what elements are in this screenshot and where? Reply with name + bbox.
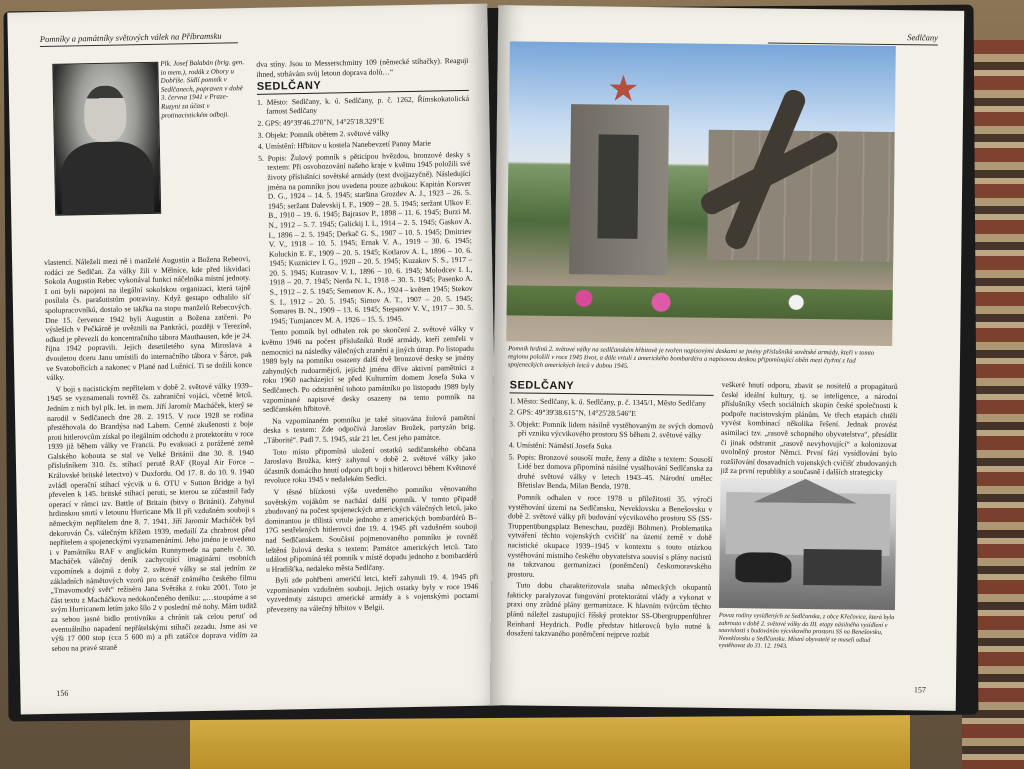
fact-list [257,94,473,327]
paragraph: Na vzpomínaném pomníku je také situována žulová pamětní deska s textem: Zde odpočívá Jaroslav Brožek, partyzán brig. „Táborité“. Padl 7. 5. 1945, stár 21 let. Čest jeho památce. [263,412,476,445]
page-number-right: 157 [913,685,927,695]
page-number-left: 156 [56,688,69,698]
running-head-right: Sedlčany [768,30,938,45]
paragraph: Byli zde pohřbeni američtí letci, kteří zahynuli 19. 4. 1945 při vzpomínaném vzdušném souboji. Jejich ostatky byly v roce 1946 vyzvednuty zástupci americké armády a s vojenskými poctami převezeny na válečný hřbitov v Belgii. [266,572,479,614]
list-item: 5. Popis: Bronzové sousoší muže, ženy a dítěte s textem: Sousoší Lidé bez domova připomíná násilné vystěhování Sedlčanska za druhé světové války v letech 1943–45. Národní umělec Břetislav Benda, Milan Benda, 1978. [508,451,713,492]
list-item: 2. GPS: 49°39'38.615"N, 14°25'28.546"E [509,407,636,419]
list-item: 2. GPS: 49°39'46.270"N, 14°25'18.329"E [257,116,385,128]
right-column-text [256,56,479,617]
running-head-left: Pomníky a památníky světových válek na Příbramsku [40,30,238,47]
list-item: 3. Objekt: Pomník obětem 2. světové války [257,127,390,140]
paragraph: Tento pomník byl odhalen rok po skončení 2. světové války v květnu 1946 na počest příslušníků Rudé armády, kteří zemřeli v nemocnici na následky válečných zranění a jiných útrap. Po listopadu 1989 byly na pomníku osazeny další dvě bronzové desky se jmény zahynulých rudoarmějců, jejichž jména dříve aktivní pamětníci z roku 1960 nacházející se před Kulturním domem Josefa Suka v Sedlčanech. Po odstranění tohoto památníku po listopadu 1989 byly vzpomínané napisové desky osazeny na tento pomník na sedlčanském hřbitově. [261,324,475,415]
cart-figure [803,549,881,586]
list-item: 5. Popis: Žulový pomník s pěticípou hvězdou, bronzové desky s textem: Při osvobozování našeho kraje v květnu 1945 položili své životy příslušníci sovětské armády (text dvojjazyčně). Následující jména na pomníku jsou uvedena pouze azbukou: Kapitán Korsver D. G., 1924 – 14. 5. 1945; staršina Grozdev A. J., 1923 – 26. 5. 1945; seržant Dalevskij I. F., 1909 – 28. 5. 1945; seržant Ulkov F. B., 1910 – 19. 6. 1945; Bajrasov P., 1898 – 11. 6. 1945; Burzi M. N., 1912 – 5. 7. 1945; Galickij I. I., 1914 – 2. 5. 1945; Gaskov A. I., 1896 – 2. 5. 1945; Derkač G. S., 1907 – 10. 5. 1945; Dmitriev V. V., 1918 – 10. 5. 1945; Ernak V. A., 1919 – 30. 6. 1945; Koluckin E. F., 1909 – 20. 5. 1945; Kotlarov A. I., 1896 – 10. 6. 1945; Kuzniciev I. G., 1920 – 20. 5. 1945; Kuzakov S. S., 1917 – 20. 5. 1945; Kutrasov V. I., 1896 – 10. 6. 1945; Molodcev I. I., 1918 – 20. 7. 1945; Nerda N. I., 1918 – 30. 5. 1945; Pasenko A. S., 1912 – 2. 5. 1945; Semenov K. A., 1924 – květen 1945; Stekov S. I., 1912 – 20. 5. 1945; Sirnov A. T., 1907 – 20. 5. 1945; Somares B. N., 1909 – 13. 6. 1945; Stepanov V. V., 1917 – 30. 5. 1945; Tumjancev M. A. 1926 – 15. 5. 1945. [258,149,474,326]
paragraph: V boji s nacistickým nepřítelem v době 2. světové války 1939–1945 se vyznamenali rovněž čs. zahraniční vojáci, včetně letců. Jedním z nich byl plk. let. in mem. Jiří Jaromír Macháček, který se narodil v Sedlčanech dne 28. 2. 1915. V roce 1928 se rodina přestěhovala do Brandýsa nad Labem. Cenné zkušenosti z boje proti hitlerovcům získal po ilegálním odchodu z protektorátu v roce 1939 již během války ve Francii. Po evakuaci z porážené země Galského kohouta se stal ve Velké Británii dne 30. 8. 1940 příslušníkem 310. čs. stíhací perutě RAF (Royal Air Force – Královské britské letectvo) v Duxfordu. Od 17. 8. do 10. 9. 1940 zvládl operační stíhací výcvik u 6. OTU v Sutton Bridge a byl převelen k 145. britské stíhací peruti, se kterou se zúčastnil řady operací v rámci tzv. Battle of Britain (bitvy o Británii). Zahynul hrdinskou smrtí v letounu Hurricane Mk II při vzdušném souboji s německým nepřítelem dne 8. 7. 1941. Jiří Jaromír Macháček byl dekorován Čs. válečným křížem 1939, medailí Za chrabrost před nepřítelem a spojeneckými vyznamenáními. Jeho jméno je uvedeno i v Památníku RAF v anglickém Runnymede na panelu č. 30. Macháček válečný deník zachycující imaginární osobních vzpomínek a dojmů z doby 2. světové války se stal jedním ze základních námětových vzorů pro scénář známého českého filmu „Tmavomodrý svět“ režiséra Jana Svěráka z roku 2001. Toto je část textu z Macháčkova nedokončeného deníku: „…stoupáme a se svým Hurricanem letím jako šílo 2 v poslední mé nohy. Mám tuditž za sebou jasné bidlo protivníku a chránit tak celou peruť od eventuálního napadení nepřátelskými stíhači zezadu. Jsme asi ve výši 17 000 stop (cca 5 600 m) a při zatáčce doprava vidím za sebou na pravé straně [46,380,258,653]
section-title: SEDLČANY [257,79,469,95]
paragraph: Pomník odhalen v roce 1978 u příležitosti 35. výročí vystěhování území na Sedlčansku, Neveklovsku a Benešovsku v době 2. světové války při budování výcvikového prostoru SS (SS-Truppenübungsplatz Beneschau, později Böhmen). Problematika vytváření těchto vojenských cvičišť na území země v době nacistické okupace 1939–1945 v kontextu s touto otázkou vystěhování místního českého obyvatelstva souvisí s plány nacistů na takzvanou germanizaci (poněmčení) českomoravského prostoru. [507,492,713,579]
portrait-photo [52,62,161,216]
left-column-text [44,254,258,655]
list-item: 4. Umístění: Hřbitov u kostela Nanebevzetí Panny Marie [257,138,431,152]
right-page-left-column [507,377,714,642]
right-page [490,5,965,711]
paragraph: dva stíny. Jsou to Messerschmitty 109 (německé stíhačky). Reaguji ihned, strhávám svůj letoun doprava dolů…“ [256,55,469,79]
paragraph: Toto místo připomíná uložení ostatků sedlčanského občana Jaroslava Brožka, který zahynul v době 2. světové války jako účastník domácího hnutí odporu při boji s hitlerovci během Květnové revoluce roku 1945 v nedalekém Sedlci. [263,443,477,486]
section-title: SEDLČANY [510,381,714,395]
star-icon: ★ [606,68,640,109]
right-page-right-column [721,380,898,480]
paragraph: veškeré hnutí odporu, zbavit se nositelů a propagátorů české ideální kultury, tj. se inteligence, a národní příslušníky všech sociálních skupin české společnosti k podpoře nacistovským plánům. Ve třech etapách chtěli vyvést kombinací několika řešení. Jednak provést asimilaci tzv. „rasově schopného obyvatelstva“, přesídlit či jinak odstranit „rasově nevyhovující“ a kolonizovat uvolněný prostor Němci. První fázi vysídlování bylo rozšiřování dosavadních vojenských cvičišť zbudovaných již za první republiky a současně i dalších strategicky [720,379,898,478]
list-item: 4. Umístění: Náměstí Josefa Suka [508,440,612,451]
paragraph: Tuto dobu charakterizovala snaha německých okupantů fakticky paralyzovat fungování protektorátní vlády a vykonat v praxi ony zrůdné plány germanizace. K hlavním tvůrcům těchto plánů náležel zastupující říšský protektor SS-Obergruppenführer Reinhard Heydrich. Podle představ hitlerovců bylo nutné k dosažení takzvaného poněmčení nejprve rozbít [506,580,712,640]
list-item: 3. Objekt: Pomník lidem násilně vystěhovaným ze svých domovů při vzniku výcvikového prostoru SS během 2. světové války [509,419,714,441]
photo-caption: Pomník hrdinů 2. světové války na sedlčanském hřbitově je tvořen napisovými deskami se jmény příslušníků sovětské armády, kteří v tomto regionu položili v roce 1945 život, a dále vrtulí z amerického bombardéru a napisovou deskou připomínající oběti mezi čtyřmi z řad spojeneckých amerických letců v dubnu 1945. [507,345,875,370]
list-item: 1. Město: Sedlčany, k. ú. Sedlčany, p. č. 1262, Římskokatolická farnost Sedlčany [256,93,470,117]
portrait-caption: Plk. Josef Balabán (brig. gen. in mem.), rodák z Obory u Dobříše. Sídlí pomník v Sedlčanech, popraven v době 3. června 1941 v Praze-Ruzyni za účast v protinacistickém odboji. [160,58,245,120]
paragraph: vlastencí. Náleželi mezi ně i manželé Augustin a Božena Rebeovi, rodáci ze Sedlčan. Za války žili v Mělníce, kde před likvidací Sokola Augustin Rebec vykonával funkci náčelníka místní jednoty. I oni byli napojeni na ilegální sokolskou organizaci, která tajně posílala čs. parašutistům potraviny. Když gestapo odhalilo síť spolupracovníků, dostalo se takřka na stopu manželů Rebecových. Dne 15. července 1942 byli Augustin a Božena zatčeni. Po výsleších v Pečkárně je uvěznili na Pankráci, později v Terezíně, odkud je převezli do koncentračního tábora Mauthausen, kde je 24. října 1942 popravili. Jejich desetiletého syna Miroslava a dvouletou dceru Janu umístili do internačního tábora v Šárce, pak ve Svatobořicích a nakonec v Plané nad Lužnicí. Ti se dožili konce války. [44,254,253,383]
left-page [7,3,500,714]
fact-list [508,396,713,493]
memorial-photo [506,41,896,346]
photo-caption-2: Povoz rodiny vysídlených ze Sedlčanska, z obce Křečovice, která byla zahrnuta v době 2. světové války do III. etapy násilného vysídlení v souvislosti s budováním výcvikového prostoru SS na Benešovsku, Neveklovsku a Sedlčansku. Místní obyvatelé se museli odtud vystěhovat do 31. 12. 1943. [718,611,895,651]
paragraph: V těsné blízkosti výše uvedeného pomníku věnovaného sovětským vojákům se nachází další pomník. V tomto připadě zbudovaný na počest spojeneckých amerických válečných letců, jako dominantou je třílistá vrtule jednoho z amerických bombardérů B–17G sestřelených hitlerovci dne 19. 4. 1945 při vzdušném souboji nad Sedlčanskem. Součástí pojmenovaného pomníku je rovněž leštěná žulová deska s textem: Památce amerických letců. Tato událost připomíná též pomník v místě dopadu jednoho z bombardérů u Hradišťka, nedaleko města Sedlčany. [264,483,478,574]
horse-figure [735,552,791,583]
historical-photo [719,478,897,610]
list-item: 1. Město: Sedlčany, k. ú. Sedlčany, p. č. 1345/1, Město Sedlčany [509,395,706,408]
